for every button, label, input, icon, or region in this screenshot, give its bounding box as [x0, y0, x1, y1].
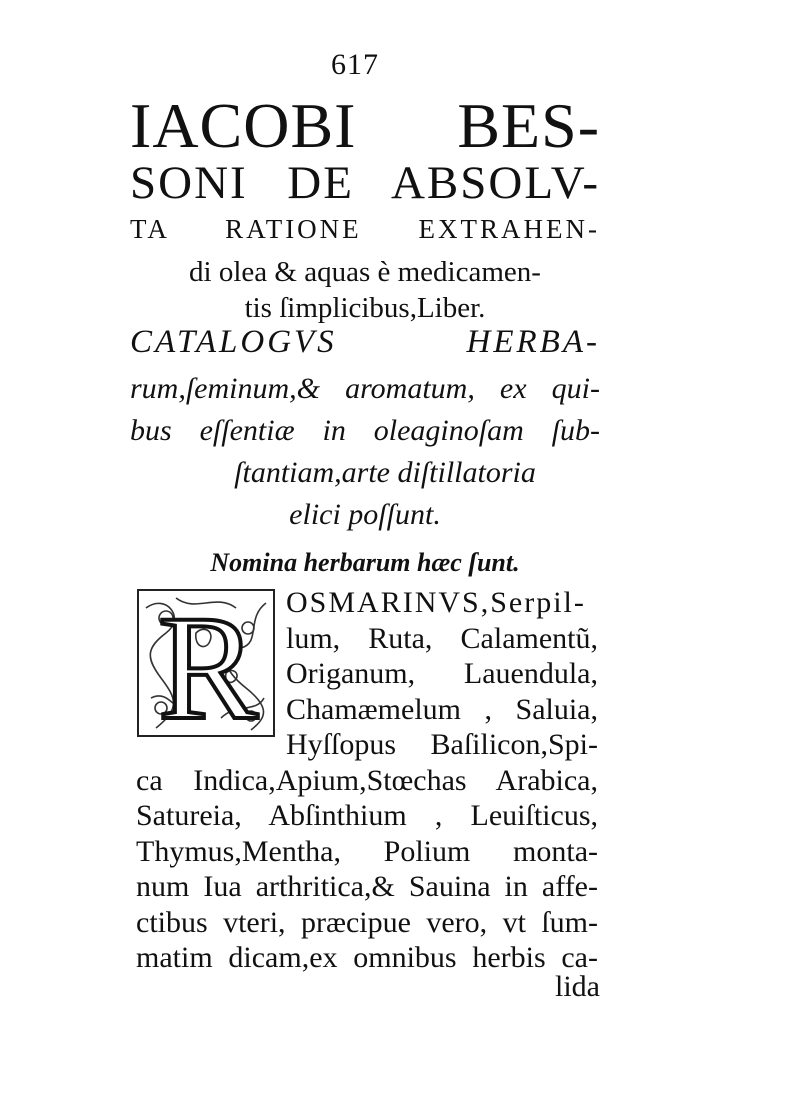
catalog-line-2: rum,ſeminum,& aromatum, ex qui- — [130, 372, 600, 405]
subheading: Nomina herbarum hæc ſunt. — [210, 548, 520, 577]
body-line-8: Thymus,Mentha, Polium monta- — [136, 834, 598, 868]
body-line-3: Origanum, Lauendula, — [286, 657, 598, 690]
body-line-2: lum, Ruta, Calamentũ, — [286, 621, 598, 655]
catalog-heading — [130, 326, 600, 542]
body-text — [136, 588, 598, 979]
catalog-line-3: bus eſſentiæ in oleaginoſam ſub- — [130, 414, 600, 447]
body-line-7: Satureia, Abſinthium , Leuiſticus, — [136, 799, 598, 832]
title-line-4: di olea & aquas è medicamen- — [189, 256, 541, 288]
page-number: 617 — [331, 48, 379, 81]
title-block — [130, 90, 600, 330]
catalog-line-4: ſtantiam,arte diſtillatoria — [234, 456, 536, 489]
catalog-line-1: CATALOGVS HERBA- — [130, 324, 600, 360]
title-line-3: TA RATIONE EXTRAHEN- — [130, 214, 600, 244]
body-line-11: matim dicam,ex omnibus herbis ca- — [136, 941, 598, 974]
body-line-9: num Iua arthritica,& Sauina in affe- — [136, 870, 598, 903]
catalog-line-5: elici poſſunt. — [289, 498, 441, 531]
body-line-6: ca Indica,Apium,Stœchas Arabica, — [136, 763, 598, 797]
body-line-5: Hyſſopus Baſilicon,Spi- — [286, 728, 598, 761]
title-line-2: SONI DE ABSOLV- — [130, 157, 600, 209]
catchword: lida — [555, 970, 600, 1003]
title-line-5: tis ſimplicibus,Liber. — [244, 292, 486, 324]
body-line-10: ctibus vteri, præcipue vero, vt ſum- — [136, 905, 598, 939]
body-line-4: Chamæmelum , Saluia, — [286, 692, 598, 726]
body-line-1: OSMARINVS,Serpil- — [286, 586, 586, 619]
initial-letter: R — [157, 588, 259, 738]
title-line-1: IACOBI BES- — [130, 90, 600, 161]
